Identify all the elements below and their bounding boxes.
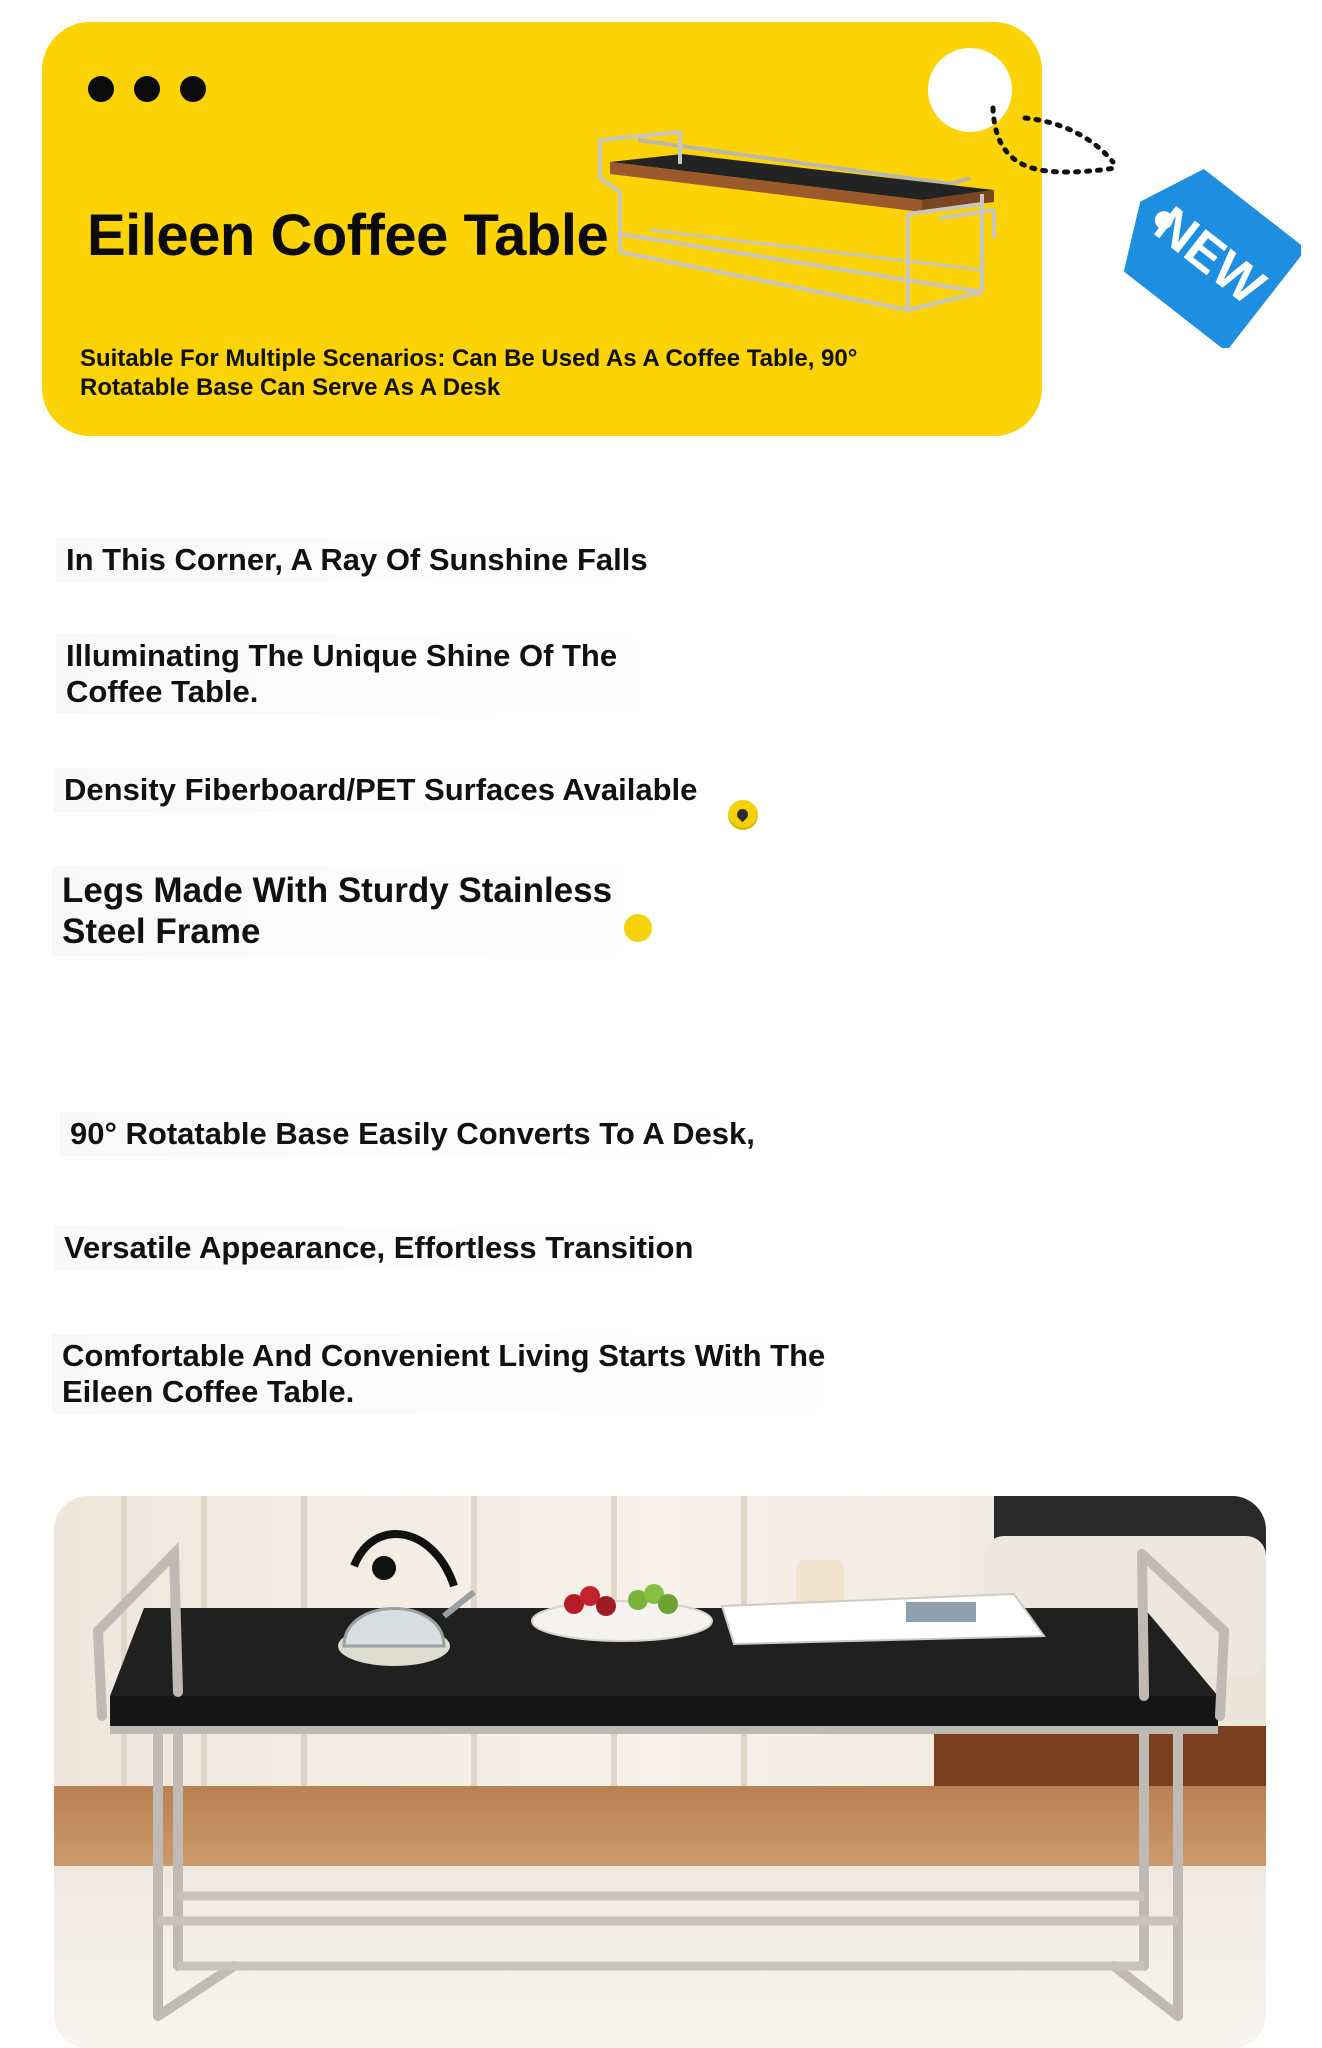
dot-1 (88, 76, 114, 102)
heart-bullet-icon (728, 800, 758, 830)
feature-line-2: Illuminating The Unique Shine Of The Coffee Table. (56, 634, 676, 714)
new-tag-label: NEW (1143, 195, 1276, 317)
product-title: Eileen Coffee Table (87, 203, 609, 268)
product-photo (54, 1496, 1266, 2048)
product-subtitle: Suitable For Multiple Scenarios: Can Be Used As A Coffee Table, 90° Rotatable Base Can Serve As A Desk (80, 345, 858, 401)
dot-3 (180, 76, 206, 102)
feature-line-4: Legs Made With Sturdy Stainless Steel Frame (52, 866, 662, 956)
feature-line-7: Comfortable And Convenient Living Starts With The Eileen Coffee Table. (52, 1334, 872, 1414)
hero-banner (42, 22, 1042, 436)
feature-line-3: Density Fiberboard/PET Surfaces Available (54, 768, 707, 812)
feature-line-5: 90° Rotatable Base Easily Converts To A Desk, (60, 1112, 765, 1156)
yellow-dot-icon (624, 914, 652, 942)
dot-2 (134, 76, 160, 102)
window-dots (88, 76, 206, 102)
new-tag-icon (1086, 138, 1301, 348)
feature-line-1: In This Corner, A Ray Of Sunshine Falls (56, 538, 658, 582)
feature-line-6: Versatile Appearance, Effortless Transition (54, 1226, 703, 1270)
hero-table-image (590, 120, 1020, 342)
